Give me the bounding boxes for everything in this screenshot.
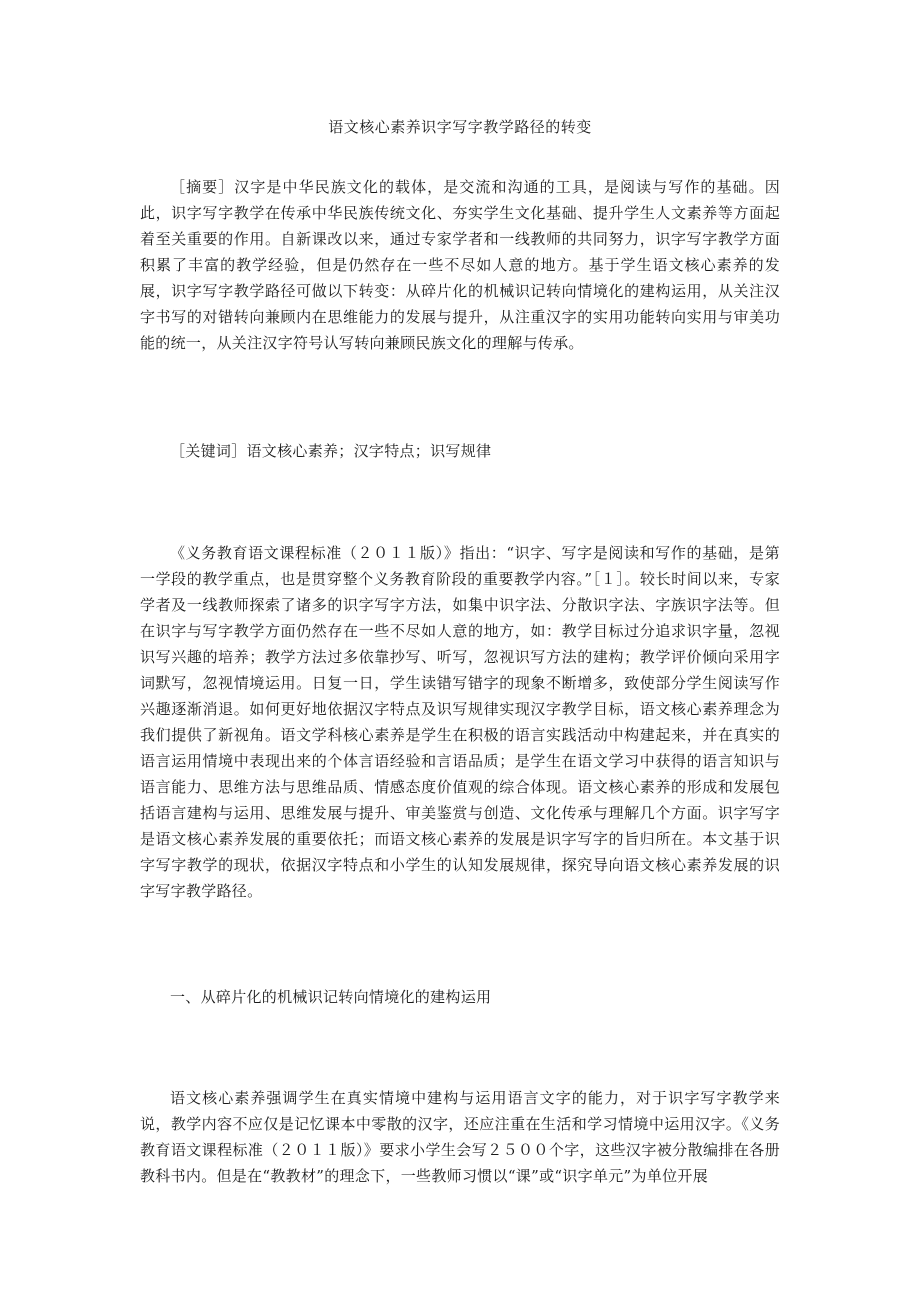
- section-heading: 一、从碎片化的机械识记转向情境化的建构运用: [170, 988, 492, 1006]
- document-title: 语文核心素养识字写字教学路径的转变: [328, 118, 592, 136]
- section-body-paragraph: 语文核心素养强调学生在真实情境中建构与运用语言文字的能力，对于识字写字教学来说，教学内容不应仅是记忆课本中零散的汉字，还应注重在生活和学习情境中运用汉字。《义务教育语文课程标准（２０１１版）》要求小学生会写２５００个字，这些汉字被分散编排在各册教科书内。但是在“教教材”的理念下，一些教师习惯以“课”或“识字单元”为单位开展: [140, 1089, 780, 1185]
- intro-paragraph: 《义务教育语文课程标准（２０１１版）》指出：“识字、写字是阅读和写作的基础，是第一学段的教学重点，也是贯穿整个义务教育阶段的重要教学内容。”［１］。较长时间以来，专家学者及一线教师探索了诸多的识字写字方法，如集中识字法、分散识字法、字族识字法等。但在识字与写字教学方面仍然存在一些不尽如人意的地方，如：教学目标过分追求识字量，忽视识写兴趣的培养；教学方法过多依靠抄写、听写，忽视识写方法的建构；教学评价倾向采用字词默写，忽视情境运用。日复一日，学生读错写错字的现象不断增多，致使部分学生阅读写作兴趣逐渐消退。如何更好地依据汉字特点及识写规律实现汉字教学目标，语文核心素养理念为我们提供了新视角。语文学科核心素养是学生在积极的语言实践活动中构建起来，并在真实的语言运用情境中表现出来的个体言语经验和言语品质；是学生在语文学习中获得的语言知识与语言能力、思维方法与思维品质、情感态度价值观的综合体现。语文核心素养的形成和发展包括语言建构与运用、思维发展与提升、审美鉴赏与创造、文化传承与理解几个方面。识字写字是语文核心素养发展的重要依托；而语文核心素养的发展是识字写字的旨归所在。本文基于识字写字教学的现状，依据汉字特点和小学生的认知发展规律，探究导向语文核心素养发展的识字写字教学路径。: [140, 544, 780, 900]
- keywords-paragraph: ［关键词］语文核心素养；汉字特点；识写规律: [170, 442, 492, 460]
- abstract-paragraph: ［摘要］汉字是中华民族文化的载体，是交流和沟通的工具，是阅读与写作的基础。因此，识字写字教学在传承中华民族传统文化、夯实学生文化基础、提升学生人文素养等方面起着至关重要的作用。自新课改以来，通过专家学者和一线教师的共同努力，识字写字教学方面积累了丰富的教学经验，但是仍然存在一些不尽如人意的地方。基于学生语文核心素养的发展，识字写字教学路径可做以下转变：从碎片化的机械识记转向情境化的建构运用，从关注汉字书写的对错转向兼顾内在思维能力的发展与提升，从注重汉字的实用功能转向实用与审美功能的统一，从关注汉字符号认写转向兼顾民族文化的理解与传承。: [140, 178, 780, 352]
